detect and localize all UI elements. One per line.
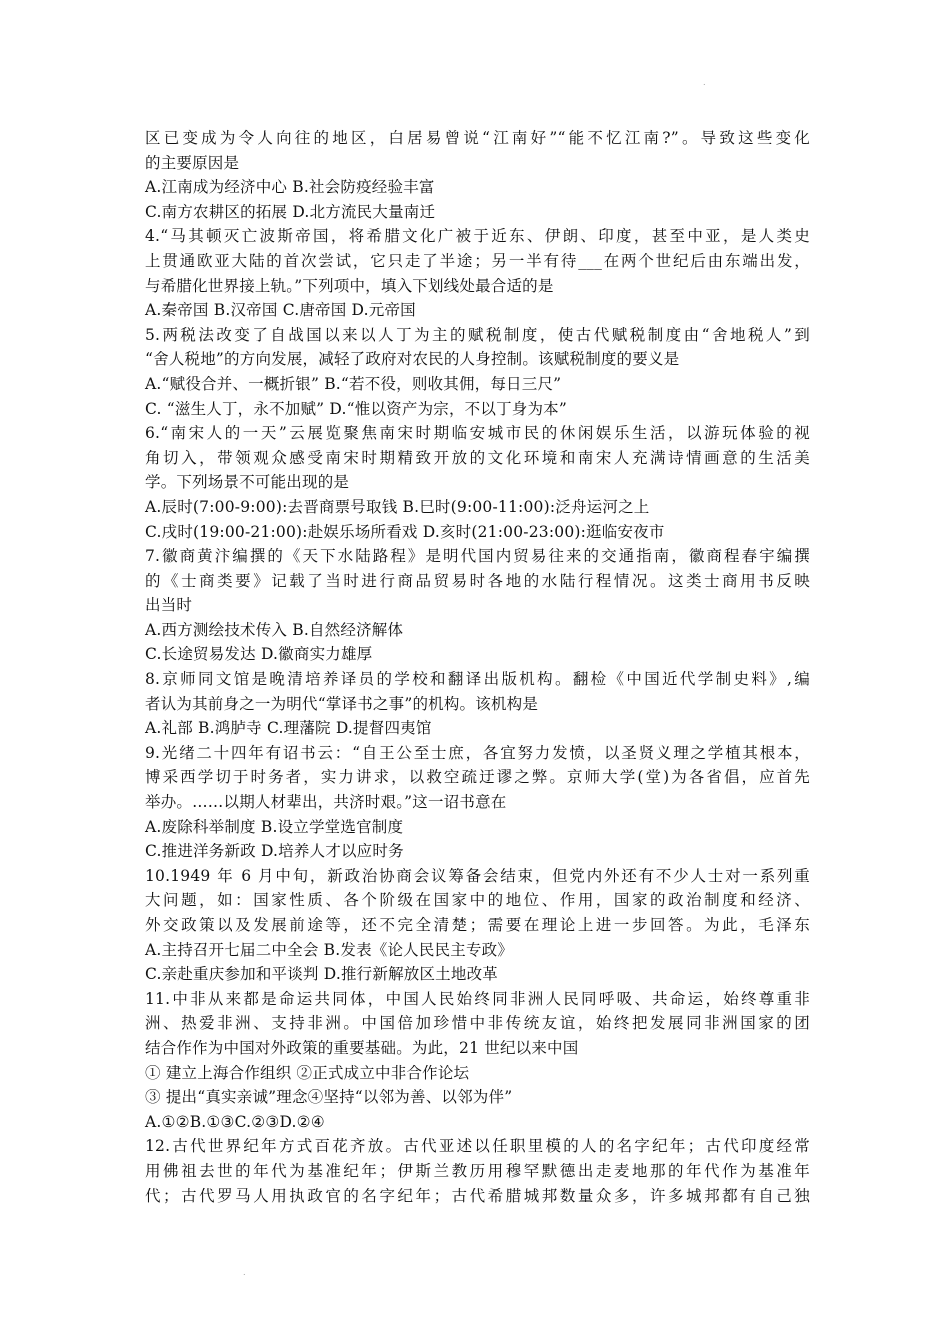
text-line: 8.京师同文馆是晚清培养译员的学校和翻译出版机构。翻检《中国近代学制史料》,编 <box>145 670 810 689</box>
text-line: 5.两税法改变了自战国以来以人丁为主的赋税制度，使古代赋税制度由“舍地税人”到 <box>145 325 810 344</box>
text-line: 的《士商类要》记载了当时进行商品贸易时各地的水陆行程情况。这类士商用书反映 <box>145 571 810 590</box>
text-line: A.“赋役合并、一概折银” B.“若不役，则收其佣，每日三尺” <box>145 374 562 393</box>
text-line: 的主要原因是 <box>145 153 240 172</box>
text-line: A.①②B.①③C.②③D.②④ <box>145 1112 325 1131</box>
page-mark-top: . <box>703 78 706 87</box>
text-line: ③ 提出“真实亲诚”理念④坚持“以邻为善、以邻为伴” <box>145 1088 513 1107</box>
text-line: A.礼部 B.鸿胪寺 C.理藩院 D.提督四夷馆 <box>145 719 432 738</box>
text-line: 洲、热爱非洲、支持非洲。中国倍加珍惜中非传统友谊，始终把发展同非洲国家的团 <box>145 1014 810 1033</box>
text-line: 大问题，如：国家性质、各个阶级在国家中的地位、作用，国家的政治制度和经济、 <box>145 891 810 910</box>
text-line: A.辰时(7:00-9:00):去晋商票号取钱 B.巳时(9:00-11:00):泛舟运河之上 <box>145 497 650 516</box>
text-line: 角切入，带领观众感受南宋时期精致开放的文化环境和南宋人充满诗情画意的生活美 <box>145 448 810 467</box>
text-line: 上贯通欧亚大陆的首次尝试，它只走了半途；另一半有待___在两个世纪后由东端出发， <box>145 251 810 270</box>
text-line: 7.徽商黄汴编撰的《天下水陆路程》是明代国内贸易往来的交通指南，徽商程春宇编撰 <box>145 547 810 566</box>
text-line: 结合作作为中国对外政策的重要基础。为此，21 世纪以来中国 <box>145 1038 579 1057</box>
text-line: 12.古代世界纪年方式百花齐放。古代亚述以任职里模的人的名字纪年；古代印度经常 <box>145 1137 810 1156</box>
text-line: 外交政策以及发展前途等，还不完全清楚；需要在理论上进一步回答。为此，毛泽东 <box>145 916 810 934</box>
text-line: 9.光绪二十四年有诏书云：“自王公至士庶，各宜努力发愤，以圣贤义理之学植其根本， <box>145 743 810 762</box>
text-line: 6.“南宋人的一天”云展览聚焦南宋时期临安城市民的休闲娱乐生活，以游玩体验的视 <box>145 424 810 443</box>
text-line: 区已变成为令人向往的地区，白居易曾说“江南好”“能不忆江南?”。导致这些变化 <box>145 129 810 147</box>
text-line: C.长途贸易发达 D.徽商实力雄厚 <box>145 645 373 664</box>
text-line: C.南方农耕区的拓展 D.北方流民大量南迁 <box>145 202 436 221</box>
text-line: 举办。……以期人材辈出，共济时艰。”这一诏书意在 <box>145 793 507 812</box>
text-line: C.推进洋务新政 D.培养人才以应时务 <box>145 842 404 861</box>
text-line: A.秦帝国 B.汉帝国 C.唐帝国 D.元帝国 <box>145 301 416 320</box>
text-line: 学。下列场景不可能出现的是 <box>145 473 350 492</box>
text-line: 4.“马其顿灭亡波斯帝国，将希腊文化广被于近东、伊朗、印度，甚至中亚，是人类史 <box>145 227 810 246</box>
text-line: 与希腊化世界接上轨。”下列项中，填入下划线处最合适的是 <box>145 276 554 295</box>
document-body <box>145 126 810 1208</box>
text-line: 者认为其前身之一为明代“掌译书之事”的机构。该机构是 <box>145 694 539 713</box>
text-line: C. “滋生人丁，永不加赋” D.“惟以资产为宗，不以丁身为本” <box>145 399 567 418</box>
text-line: A.废除科举制度 B.设立学堂选官制度 <box>145 817 404 836</box>
text-line: 出当时 <box>145 596 193 615</box>
text-line: 博采西学切于时务者，实力讲求，以救空疏迂谬之弊。京师大学(堂)为各省倡，应首先 <box>145 768 810 787</box>
text-line: A.主持召开七届二中全会 B.发表《论人民民主专政》 <box>145 940 514 959</box>
text-line: A.西方测绘技术传入 B.自然经济解体 <box>145 620 404 639</box>
text-line: 10.1949 年 6 月中旬，新政治协商会议筹备会结束，但党内外还有不少人士对一系列重 <box>145 866 810 885</box>
text-line: “舍人税地”的方向发展，减轻了政府对农民的人身控制。该赋税制度的要义是 <box>145 350 680 369</box>
text-line: ① 建立上海合作组织 ②正式成立中非合作论坛 <box>145 1063 470 1082</box>
text-line: 代；古代罗马人用执政官的名字纪年；古代希腊城邦数量众多，许多城邦都有自己独 <box>145 1186 810 1205</box>
text-line: C.亲赴重庆参加和平谈判 D.推行新解放区土地改革 <box>145 965 498 984</box>
text-line: A.江南成为经济中心 B.社会防疫经验丰富 <box>145 178 435 197</box>
text-line: C.戌时(19:00-21:00):赴娱乐场所看戏 D.亥时(21:00-23:00):逛临安夜市 <box>145 522 665 541</box>
page-mark-bottom: . <box>243 1268 246 1277</box>
text-line: 用佛祖去世的年代为基准纪年；伊斯兰教历用穆罕默德出走麦地那的年代作为基准年 <box>145 1161 810 1180</box>
text-line: 11.中非从来都是命运共同体，中国人民始终同非洲人民同呼吸、共命运，始终尊重非 <box>145 989 810 1008</box>
